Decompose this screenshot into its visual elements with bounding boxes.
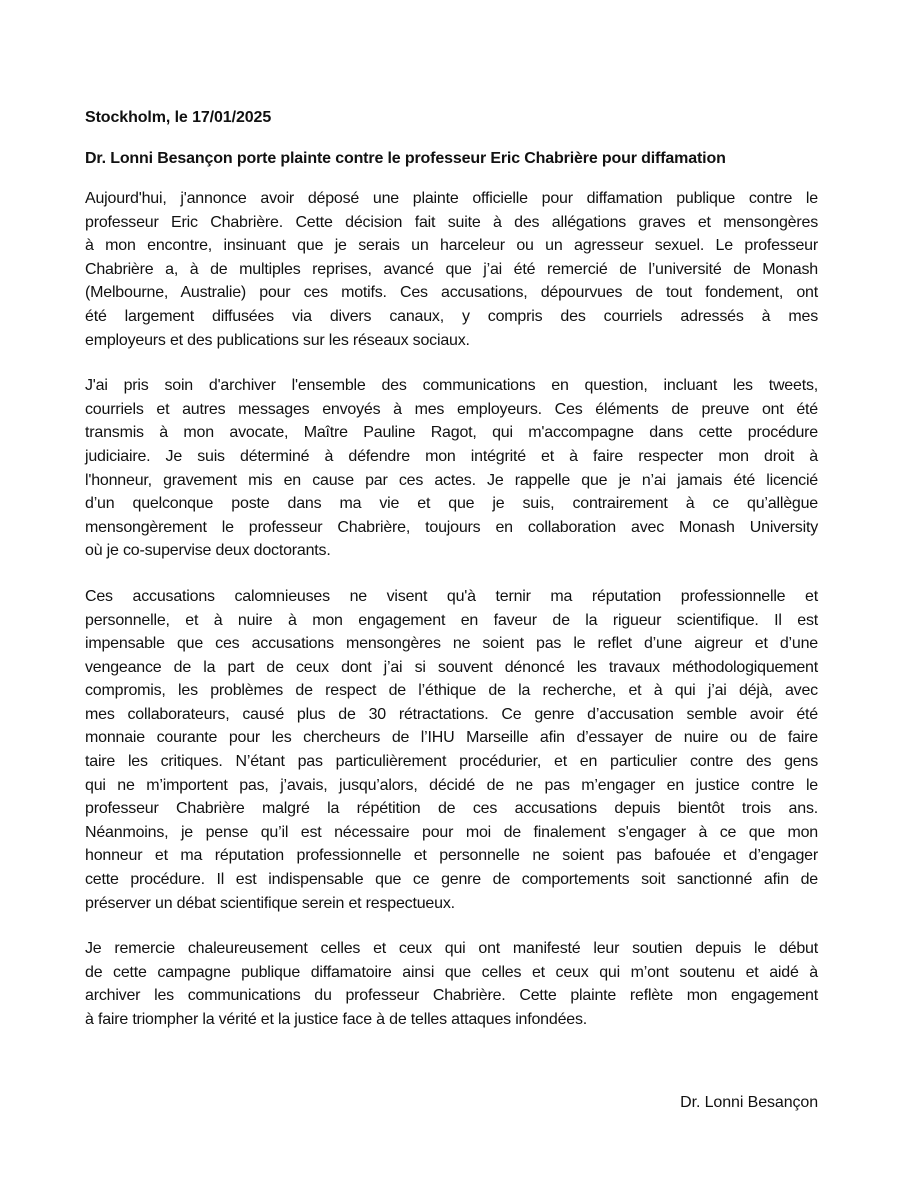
text-line: Je remercie chaleureusement celles et ceux qui ont manifesté leur soutien depuis le début	[85, 940, 818, 958]
dateline: Stockholm, le 17/01/2025	[85, 109, 272, 126]
text-line: à mon encontre, insinuant que je serais un harceleur ou un agresseur sexuel. Le professeur	[85, 237, 818, 255]
signature: Dr. Lonni Besançon	[680, 1094, 818, 1111]
text-line: mensongèrement le professeur Chabrière, toujours en collaboration avec Monash University	[85, 518, 818, 536]
text-line: J'ai pris soin d'archiver l'ensemble des communications en question, incluant les tweets,	[85, 377, 818, 395]
text-line: transmis à mon avocate, Maître Pauline Ragot, qui m'accompagne dans cette procédure	[85, 424, 818, 442]
text-line: vengeance de la part de ceux dont j’ai si souvent dénoncé les travaux méthodologiquement	[85, 658, 818, 676]
text-line: honneur et ma réputation professionnelle et personnelle ne soient pas bafouée et d’engager	[85, 847, 818, 865]
text-line: cette procédure. Il est indispensable que ce genre de comportements soit sanctionné afin de	[85, 871, 818, 889]
text-line: été largement diffusées via divers canaux, y compris des courriels adressés à mes	[85, 307, 818, 325]
text-line: Néanmoins, je pense qu’il est nécessaire pour moi de finalement s'engager à ce que mon	[85, 823, 818, 841]
text-line: d’un quelconque poste dans ma vie et que je suis, contrairement à ce qu’allègue	[85, 495, 818, 513]
text-line: où je co-supervise deux doctorants.	[85, 542, 331, 560]
text-line: courriels et autres messages envoyés à mes employeurs. Ces éléments de preuve ont été	[85, 400, 818, 418]
paragraph-2	[85, 374, 818, 563]
text-line: qui ne m’importent pas, j’avais, jusqu’alors, décidé de ne pas m’engager en justice contre le	[85, 776, 818, 794]
text-line: archiver les communications du professeur Chabrière. Cette plainte reflète mon engagement	[85, 987, 818, 1005]
text-line: Aujourd'hui, j'annonce avoir déposé une plainte officielle pour diffamation publique contre le	[85, 190, 818, 207]
text-line: professeur Chabrière malgré la répétition de ces accusations depuis bientôt trois ans.	[85, 800, 818, 818]
text-line: professeur Eric Chabrière. Cette décision fait suite à des allégations graves et mensongères	[85, 213, 818, 231]
text-line: taire les critiques. N’étant pas particulièrement procédurier, et en particulier contre des gens	[85, 753, 818, 771]
text-line: judiciaire. Je suis déterminé à défendre mon intégrité et à faire respecter mon droit à	[85, 447, 818, 465]
text-line: Chabrière a, à de multiples reprises, avancé que j’ai été remercié de l’université de Monash	[85, 260, 818, 278]
text-line: (Melbourne, Australie) pour ces motifs. Ces accusations, dépourvues de tout fondement, ont	[85, 284, 818, 302]
text-line: personnelle, et à nuire à mon engagement en faveur de la rigueur scientifique. Il est	[85, 611, 818, 629]
text-line: mes collaborateurs, causé plus de 30 rétractations. Ce genre d’accusation semble avoir été	[85, 705, 818, 723]
document-title: Dr. Lonni Besançon porte plainte contre le professeur Eric Chabrière pour diffamation	[85, 150, 726, 167]
text-line: employeurs et des publications sur les réseaux sociaux.	[85, 331, 470, 349]
text-line: à faire triompher la vérité et la justice face à de telles attaques infondées.	[85, 1011, 588, 1028]
text-line: préserver un débat scientifique serein et respectueux.	[85, 894, 455, 912]
paragraph-1	[85, 187, 818, 352]
paragraph-3	[85, 585, 818, 915]
text-line: de cette campagne publique diffamatoire ainsi que celles et ceux qui m’ont soutenu et aidé à	[85, 963, 818, 981]
text-line: monnaie courante pour les chercheurs de l’IHU Marseille afin d’essayer de nuire ou de faire	[85, 729, 818, 747]
text-line: l'honneur, gravement mis en cause par ces actes. Je rappelle que je n’ai jamais été licencié	[85, 471, 818, 489]
document-page	[85, 108, 818, 1032]
paragraph-4	[85, 937, 818, 1031]
text-line: compromis, les problèmes de respect de l’éthique de la recherche, et à qui j’ai déjà, avec	[85, 682, 818, 700]
text-line: Ces accusations calomnieuses ne visent qu'à ternir ma réputation professionnelle et	[85, 587, 818, 605]
text-line: impensable que ces accusations mensongères ne soient pas le reflet d’une aigreur et d’une	[85, 635, 818, 653]
